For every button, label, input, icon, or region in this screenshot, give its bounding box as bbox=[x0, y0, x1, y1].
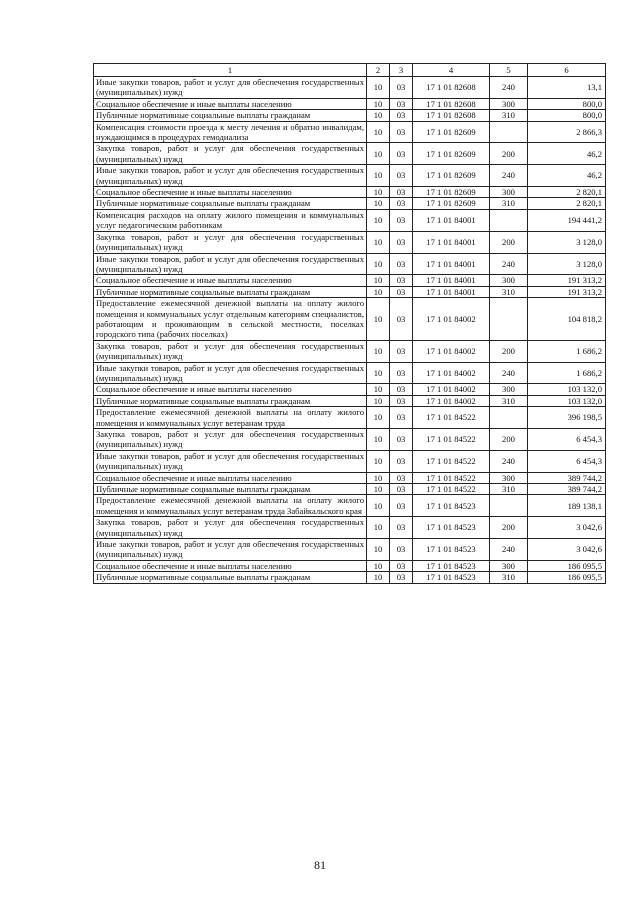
table-row bbox=[94, 450, 606, 472]
row-csr-cell: 17 1 01 84522 bbox=[413, 407, 490, 429]
table-row bbox=[94, 362, 606, 384]
row-csr-cell: 17 1 01 84523 bbox=[413, 539, 490, 561]
row-pr-cell: 03 bbox=[390, 407, 413, 429]
row-vr-cell: 200 bbox=[490, 340, 528, 362]
row-sum-cell: 3 128,0 bbox=[528, 231, 606, 253]
table-row bbox=[94, 572, 606, 583]
row-pr-cell: 03 bbox=[390, 143, 413, 165]
col-header-5: 5 bbox=[490, 64, 528, 77]
row-sum-cell: 2 820,1 bbox=[528, 187, 606, 198]
row-pr-cell: 03 bbox=[390, 209, 413, 231]
row-rz-cell: 10 bbox=[367, 450, 390, 472]
row-rz-cell: 10 bbox=[367, 484, 390, 495]
table-row bbox=[94, 98, 606, 109]
row-csr-cell: 17 1 01 82609 bbox=[413, 187, 490, 198]
row-rz-cell: 10 bbox=[367, 560, 390, 571]
row-pr-cell: 03 bbox=[390, 275, 413, 286]
row-sum-cell: 46,2 bbox=[528, 165, 606, 187]
table-row bbox=[94, 121, 606, 143]
row-name-cell: Предоставление ежемесячной денежной выплаты на оплату жилого помещения и коммунальных услуг ветеранам труда bbox=[94, 407, 367, 429]
table-body bbox=[94, 77, 606, 584]
row-csr-cell: 17 1 01 84001 bbox=[413, 286, 490, 297]
row-rz-cell: 10 bbox=[367, 98, 390, 109]
row-sum-cell: 2 820,1 bbox=[528, 198, 606, 209]
row-sum-cell: 6 454,3 bbox=[528, 429, 606, 451]
row-name-cell: Иные закупки товаров, работ и услуг для обеспечения государственных (муниципальных) нужд bbox=[94, 362, 367, 384]
row-sum-cell: 191 313,2 bbox=[528, 286, 606, 297]
table-row bbox=[94, 143, 606, 165]
row-rz-cell: 10 bbox=[367, 472, 390, 483]
row-vr-cell: 200 bbox=[490, 143, 528, 165]
row-pr-cell: 03 bbox=[390, 484, 413, 495]
row-sum-cell: 389 744,2 bbox=[528, 484, 606, 495]
row-rz-cell: 10 bbox=[367, 286, 390, 297]
row-csr-cell: 17 1 01 84523 bbox=[413, 495, 490, 517]
row-pr-cell: 03 bbox=[390, 198, 413, 209]
row-vr-cell: 240 bbox=[490, 450, 528, 472]
row-rz-cell: 10 bbox=[367, 495, 390, 517]
row-rz-cell: 10 bbox=[367, 517, 390, 539]
table-row bbox=[94, 484, 606, 495]
table-row bbox=[94, 539, 606, 561]
table-row bbox=[94, 395, 606, 406]
row-csr-cell: 17 1 01 84001 bbox=[413, 231, 490, 253]
row-name-cell: Закупка товаров, работ и услуг для обеспечения государственных (муниципальных) нужд bbox=[94, 517, 367, 539]
row-vr-cell: 310 bbox=[490, 286, 528, 297]
row-csr-cell: 17 1 01 82608 bbox=[413, 77, 490, 99]
row-vr-cell bbox=[490, 495, 528, 517]
row-sum-cell: 13,1 bbox=[528, 77, 606, 99]
row-sum-cell: 104 818,2 bbox=[528, 298, 606, 341]
row-rz-cell: 10 bbox=[367, 143, 390, 165]
row-rz-cell: 10 bbox=[367, 121, 390, 143]
row-csr-cell: 17 1 01 84002 bbox=[413, 362, 490, 384]
row-name-cell: Закупка товаров, работ и услуг для обеспечения государственных (муниципальных) нужд bbox=[94, 143, 367, 165]
row-rz-cell: 10 bbox=[367, 384, 390, 395]
row-sum-cell: 1 686,2 bbox=[528, 362, 606, 384]
row-sum-cell: 103 132,0 bbox=[528, 384, 606, 395]
row-pr-cell: 03 bbox=[390, 450, 413, 472]
row-pr-cell: 03 bbox=[390, 472, 413, 483]
row-sum-cell: 103 132,0 bbox=[528, 395, 606, 406]
row-sum-cell: 186 095,5 bbox=[528, 560, 606, 571]
row-rz-cell: 10 bbox=[367, 198, 390, 209]
page-number: 81 bbox=[314, 858, 326, 872]
row-sum-cell: 396 198,5 bbox=[528, 407, 606, 429]
row-name-cell: Закупка товаров, работ и услуг для обеспечения государственных (муниципальных) нужд bbox=[94, 340, 367, 362]
table-row bbox=[94, 198, 606, 209]
row-name-cell: Социальное обеспечение и иные выплаты населению bbox=[94, 275, 367, 286]
row-vr-cell: 310 bbox=[490, 110, 528, 121]
row-rz-cell: 10 bbox=[367, 110, 390, 121]
row-name-cell: Социальное обеспечение и иные выплаты населению bbox=[94, 384, 367, 395]
row-sum-cell: 800,0 bbox=[528, 110, 606, 121]
row-pr-cell: 03 bbox=[390, 253, 413, 275]
row-csr-cell: 17 1 01 82609 bbox=[413, 121, 490, 143]
row-vr-cell: 240 bbox=[490, 253, 528, 275]
row-sum-cell: 389 744,2 bbox=[528, 472, 606, 483]
table-row bbox=[94, 560, 606, 571]
row-name-cell: Публичные нормативные социальные выплаты гражданам bbox=[94, 286, 367, 297]
table-row bbox=[94, 187, 606, 198]
row-name-cell: Иные закупки товаров, работ и услуг для обеспечения государственных (муниципальных) нужд bbox=[94, 253, 367, 275]
row-vr-cell: 310 bbox=[490, 395, 528, 406]
row-name-cell: Социальное обеспечение и иные выплаты населению bbox=[94, 187, 367, 198]
row-pr-cell: 03 bbox=[390, 98, 413, 109]
row-rz-cell: 10 bbox=[367, 187, 390, 198]
row-pr-cell: 03 bbox=[390, 77, 413, 99]
row-rz-cell: 10 bbox=[367, 209, 390, 231]
row-pr-cell: 03 bbox=[390, 121, 413, 143]
table-row bbox=[94, 286, 606, 297]
row-rz-cell: 10 bbox=[367, 572, 390, 583]
row-sum-cell: 194 441,2 bbox=[528, 209, 606, 231]
row-pr-cell: 03 bbox=[390, 384, 413, 395]
row-csr-cell: 17 1 01 84002 bbox=[413, 395, 490, 406]
row-rz-cell: 10 bbox=[367, 362, 390, 384]
row-name-cell: Иные закупки товаров, работ и услуг для обеспечения государственных (муниципальных) нужд bbox=[94, 77, 367, 99]
row-vr-cell: 200 bbox=[490, 429, 528, 451]
row-pr-cell: 03 bbox=[390, 340, 413, 362]
row-csr-cell: 17 1 01 82609 bbox=[413, 198, 490, 209]
row-pr-cell: 03 bbox=[390, 231, 413, 253]
row-vr-cell: 300 bbox=[490, 472, 528, 483]
col-header-6: 6 bbox=[528, 64, 606, 77]
row-name-cell: Иные закупки товаров, работ и услуг для обеспечения государственных (муниципальных) нужд bbox=[94, 539, 367, 561]
row-vr-cell bbox=[490, 298, 528, 341]
table-row bbox=[94, 77, 606, 99]
row-rz-cell: 10 bbox=[367, 253, 390, 275]
row-vr-cell: 240 bbox=[490, 165, 528, 187]
row-name-cell: Публичные нормативные социальные выплаты гражданам bbox=[94, 484, 367, 495]
table-row bbox=[94, 275, 606, 286]
row-pr-cell: 03 bbox=[390, 495, 413, 517]
row-csr-cell: 17 1 01 84523 bbox=[413, 560, 490, 571]
row-vr-cell: 310 bbox=[490, 572, 528, 583]
row-pr-cell: 03 bbox=[390, 539, 413, 561]
row-csr-cell: 17 1 01 84522 bbox=[413, 472, 490, 483]
row-csr-cell: 17 1 01 84523 bbox=[413, 572, 490, 583]
row-sum-cell: 191 313,2 bbox=[528, 275, 606, 286]
table-row bbox=[94, 253, 606, 275]
row-name-cell: Публичные нормативные социальные выплаты гражданам bbox=[94, 572, 367, 583]
row-vr-cell: 310 bbox=[490, 198, 528, 209]
row-vr-cell: 240 bbox=[490, 539, 528, 561]
row-vr-cell: 240 bbox=[490, 362, 528, 384]
row-vr-cell: 300 bbox=[490, 187, 528, 198]
row-vr-cell: 300 bbox=[490, 98, 528, 109]
row-name-cell: Предоставление ежемесячной денежной выплаты на оплату жилого помещения и коммунальных услуг отдельным категориям специалистов, работающим и проживающим в сельской местности, поселках городского типа (рабочих поселках) bbox=[94, 298, 367, 341]
row-pr-cell: 03 bbox=[390, 517, 413, 539]
table-row bbox=[94, 429, 606, 451]
table-row bbox=[94, 384, 606, 395]
col-header-4: 4 bbox=[413, 64, 490, 77]
row-pr-cell: 03 bbox=[390, 298, 413, 341]
row-name-cell: Иные закупки товаров, работ и услуг для обеспечения государственных (муниципальных) нужд bbox=[94, 165, 367, 187]
row-name-cell: Предоставление ежемесячной денежной выплаты на оплату жилого помещения и коммунальных услуг ветеранам труда Забайкальского края bbox=[94, 495, 367, 517]
row-vr-cell: 240 bbox=[490, 77, 528, 99]
row-rz-cell: 10 bbox=[367, 429, 390, 451]
row-sum-cell: 189 138,1 bbox=[528, 495, 606, 517]
row-name-cell: Компенсация расходов на оплату жилого помещения и коммунальных услуг педагогическим работникам bbox=[94, 209, 367, 231]
row-name-cell: Публичные нормативные социальные выплаты гражданам bbox=[94, 198, 367, 209]
row-csr-cell: 17 1 01 84522 bbox=[413, 450, 490, 472]
col-header-1: 1 bbox=[94, 64, 367, 77]
row-name-cell: Закупка товаров, работ и услуг для обеспечения государственных (муниципальных) нужд bbox=[94, 231, 367, 253]
row-csr-cell: 17 1 01 84001 bbox=[413, 209, 490, 231]
table-header-row bbox=[94, 64, 606, 77]
table-row bbox=[94, 407, 606, 429]
row-name-cell: Социальное обеспечение и иные выплаты населению bbox=[94, 560, 367, 571]
budget-table bbox=[93, 63, 606, 584]
table-row bbox=[94, 298, 606, 341]
row-sum-cell: 186 095,5 bbox=[528, 572, 606, 583]
row-sum-cell: 46,2 bbox=[528, 143, 606, 165]
row-csr-cell: 17 1 01 82608 bbox=[413, 110, 490, 121]
row-pr-cell: 03 bbox=[390, 362, 413, 384]
row-rz-cell: 10 bbox=[367, 298, 390, 341]
row-name-cell: Иные закупки товаров, работ и услуг для обеспечения государственных (муниципальных) нужд bbox=[94, 450, 367, 472]
row-sum-cell: 3 042,6 bbox=[528, 539, 606, 561]
row-sum-cell: 6 454,3 bbox=[528, 450, 606, 472]
row-csr-cell: 17 1 01 84002 bbox=[413, 298, 490, 341]
table-row bbox=[94, 340, 606, 362]
row-rz-cell: 10 bbox=[367, 165, 390, 187]
row-vr-cell: 200 bbox=[490, 517, 528, 539]
row-sum-cell: 1 686,2 bbox=[528, 340, 606, 362]
table-row bbox=[94, 517, 606, 539]
row-sum-cell: 2 866,3 bbox=[528, 121, 606, 143]
row-name-cell: Социальное обеспечение и иные выплаты населению bbox=[94, 98, 367, 109]
row-name-cell: Публичные нормативные социальные выплаты гражданам bbox=[94, 110, 367, 121]
table-row bbox=[94, 231, 606, 253]
row-name-cell: Компенсация стоимости проезда к месту лечения и обратно инвалидам, нуждающимся в процедурах гемодиализа bbox=[94, 121, 367, 143]
row-pr-cell: 03 bbox=[390, 110, 413, 121]
row-rz-cell: 10 bbox=[367, 395, 390, 406]
row-rz-cell: 10 bbox=[367, 275, 390, 286]
table-row bbox=[94, 165, 606, 187]
row-csr-cell: 17 1 01 84001 bbox=[413, 253, 490, 275]
row-vr-cell: 300 bbox=[490, 560, 528, 571]
row-vr-cell: 310 bbox=[490, 484, 528, 495]
row-sum-cell: 800,0 bbox=[528, 98, 606, 109]
row-rz-cell: 10 bbox=[367, 231, 390, 253]
row-csr-cell: 17 1 01 82608 bbox=[413, 98, 490, 109]
row-csr-cell: 17 1 01 82609 bbox=[413, 143, 490, 165]
col-header-2: 2 bbox=[367, 64, 390, 77]
row-csr-cell: 17 1 01 84002 bbox=[413, 384, 490, 395]
row-csr-cell: 17 1 01 84522 bbox=[413, 484, 490, 495]
row-pr-cell: 03 bbox=[390, 560, 413, 571]
row-vr-cell: 200 bbox=[490, 231, 528, 253]
row-pr-cell: 03 bbox=[390, 429, 413, 451]
row-csr-cell: 17 1 01 82609 bbox=[413, 165, 490, 187]
row-sum-cell: 3 042,6 bbox=[528, 517, 606, 539]
row-rz-cell: 10 bbox=[367, 539, 390, 561]
row-csr-cell: 17 1 01 84001 bbox=[413, 275, 490, 286]
row-vr-cell bbox=[490, 407, 528, 429]
row-rz-cell: 10 bbox=[367, 340, 390, 362]
table-row bbox=[94, 495, 606, 517]
row-vr-cell: 300 bbox=[490, 384, 528, 395]
row-pr-cell: 03 bbox=[390, 165, 413, 187]
row-name-cell: Социальное обеспечение и иные выплаты населению bbox=[94, 472, 367, 483]
table-row bbox=[94, 472, 606, 483]
row-pr-cell: 03 bbox=[390, 187, 413, 198]
row-pr-cell: 03 bbox=[390, 395, 413, 406]
row-sum-cell: 3 128,0 bbox=[528, 253, 606, 275]
row-name-cell: Закупка товаров, работ и услуг для обеспечения государственных (муниципальных) нужд bbox=[94, 429, 367, 451]
row-name-cell: Публичные нормативные социальные выплаты гражданам bbox=[94, 395, 367, 406]
row-rz-cell: 10 bbox=[367, 407, 390, 429]
row-csr-cell: 17 1 01 84522 bbox=[413, 429, 490, 451]
table-row bbox=[94, 209, 606, 231]
row-csr-cell: 17 1 01 84002 bbox=[413, 340, 490, 362]
row-vr-cell bbox=[490, 209, 528, 231]
col-header-3: 3 bbox=[390, 64, 413, 77]
row-vr-cell: 300 bbox=[490, 275, 528, 286]
row-pr-cell: 03 bbox=[390, 572, 413, 583]
table-row bbox=[94, 110, 606, 121]
row-vr-cell bbox=[490, 121, 528, 143]
row-pr-cell: 03 bbox=[390, 286, 413, 297]
row-rz-cell: 10 bbox=[367, 77, 390, 99]
row-csr-cell: 17 1 01 84523 bbox=[413, 517, 490, 539]
